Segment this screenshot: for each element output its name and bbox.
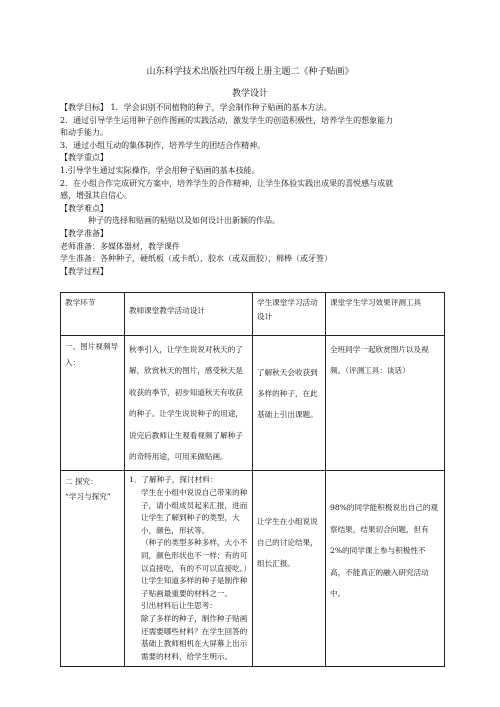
goal-line-1: 【教学目标】 1．学会识别不同植物的种子，学会制作种子贴画的基本方法。 xyxy=(60,103,332,112)
table-header-row xyxy=(61,293,445,336)
row2-phase-subtitle: “学习与探究” xyxy=(65,492,111,502)
difficulty-heading: 【教学难点】 xyxy=(60,203,108,213)
teacher-prep: 老师准备：多媒体器材，教学课件 xyxy=(60,241,180,251)
header-teacher xyxy=(125,293,253,336)
row2-teacher-line: 除了多样的种子，制作种子贴画还需要哪些材料？在学生回答的基础上教师相机在大屏幕上出示需要的材料，给学生明示。 xyxy=(141,613,248,661)
goal-line-2: 2．通过引导学生运用种子创作图画的实践活动，激发学生的创造积极性，培养学生的想象能力 xyxy=(60,115,394,125)
row2-phase-title: 二 探究： xyxy=(65,477,98,487)
header-teacher-text: 教师课堂教学活动设计 xyxy=(129,306,205,315)
row1-teacher: 秋季引入，让学生说说对秋天的了解，欣赏秋天的图片，感受秋天是收获的季节，初步知道秋天有收获的种子。让学生说说种子的用途，说完后教师让生观看视频了解种子的奇特用途，可用来做贴画。 xyxy=(125,336,253,471)
row1-student: 了解秋天会收获到多样的种子，在此基础上引出课题。 xyxy=(253,336,326,471)
header-phase: 教学环节 xyxy=(61,293,125,336)
goal-line-2-cont: 和动手能力。 xyxy=(60,128,108,138)
row2-teacher-line: 学生在小组中说说自己带来的种子，请小组成员起来汇报，进而让学生了解到种子的类型，大小，颜色，形状等。 xyxy=(141,488,248,535)
key-point-2-cont: 感，增强其自信心。 xyxy=(60,191,132,201)
key-point-2: 2．在小组合作完成研究方案中，培养学生的合作精神，让学生体验实践出成果的喜悦感与成就 xyxy=(60,178,394,188)
document-subtitle: 教学设计 xyxy=(231,89,268,99)
process-heading: 【教学过程】 xyxy=(60,266,108,276)
row2-teacher-line: 引出材料后让生思考： xyxy=(141,601,217,611)
row2-student: 让学生在小组说说自己的讨论结果，组长汇报。 xyxy=(253,471,326,667)
row2-teacher-line: 1．了解种子，探讨材料： xyxy=(129,475,218,485)
row2-assessment: 98%的同学能积极说出自己的观察结果，结果切合问题，但有2%的同学课上参与积极性不高，不能真正的融入研究活动中。 xyxy=(326,471,445,667)
row2-teacher-line: （种子的类型多种多样，大小不同，颜色形状也不一样；有的可以直接吃，有的不可以直接吃。）让学生知道多样的种子是制作种子贴画最重要的材料之一。 xyxy=(141,538,248,598)
key-point-1: 1.引导学生通过实际操作，学会用种子贴画的基本技能。 xyxy=(60,165,260,175)
prep-heading: 【教学准备】 xyxy=(60,228,108,238)
row2-phase xyxy=(61,471,125,667)
goal-line-3: 3．通过小组互动的集体制作，培养学生的团结合作精神。 xyxy=(60,140,266,150)
row2-teacher xyxy=(125,471,253,667)
lesson-table xyxy=(60,292,445,667)
header-assessment: 课堂学生学习效果评测工具 xyxy=(326,293,445,336)
student-prep: 学生准备：各种种子，硬纸板（或卡纸），胶水（或双面胶），棉棒（或牙签） xyxy=(60,254,332,264)
table-row xyxy=(61,471,445,667)
row1-assessment: 全班同学一起欣赏图片以及视频。（评测工具：谈话） xyxy=(326,336,445,471)
document-title: 山东科学技术出版社四年级上册主题二《种子贴画》 xyxy=(146,67,354,77)
table-row xyxy=(61,336,445,471)
difficulty-text: 种子的选择和贴画的粘贴以及如何设计出新颖的作品。 xyxy=(88,216,280,226)
key-points-heading: 【教学重点】 xyxy=(60,153,108,163)
document-body xyxy=(60,102,440,278)
header-student: 学生课堂学习活动设计 xyxy=(253,293,326,336)
row1-phase: 一、图片视频导入： xyxy=(61,336,125,471)
